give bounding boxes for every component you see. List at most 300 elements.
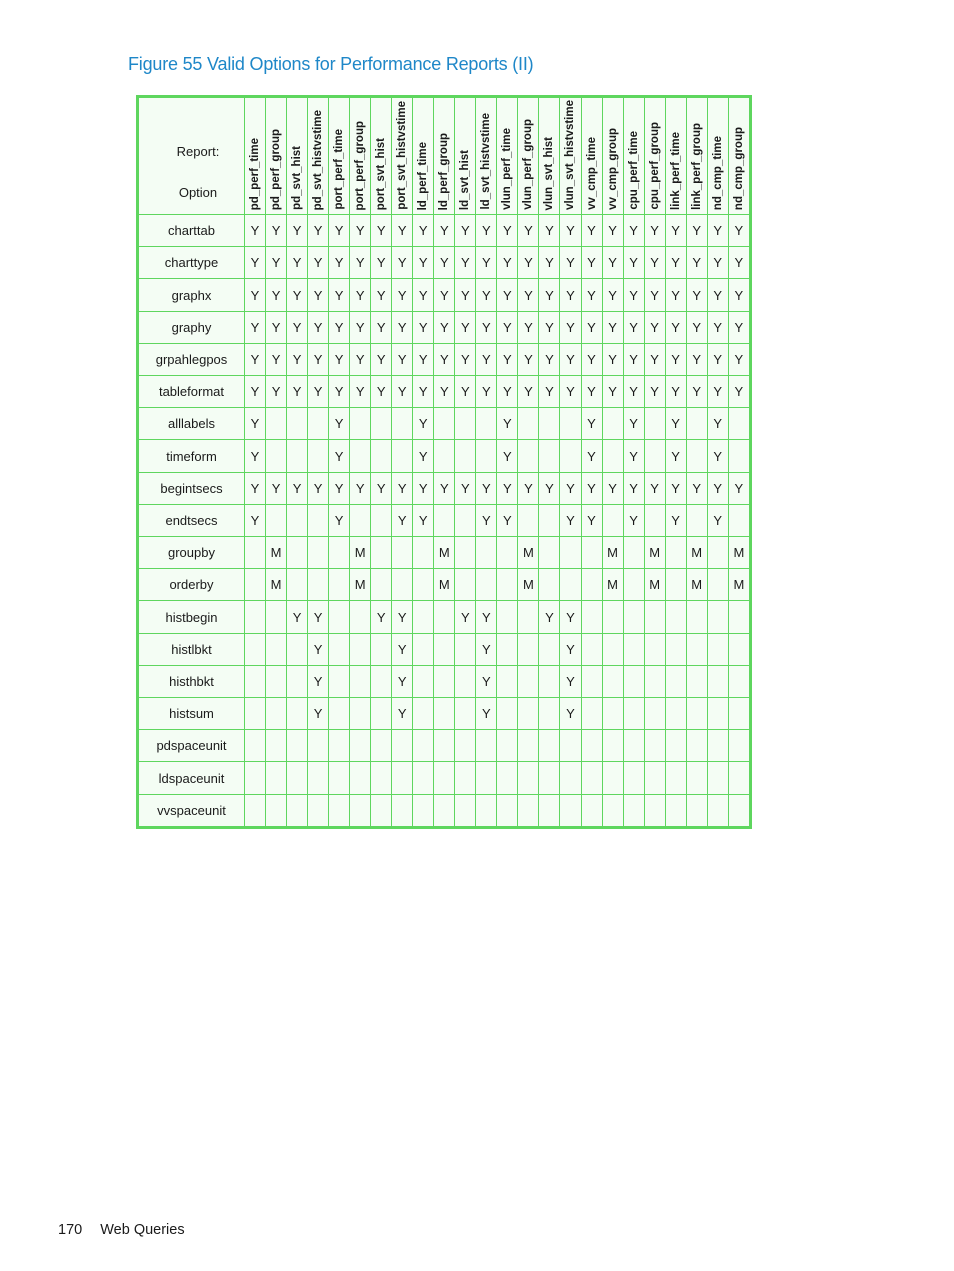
value-cell: Y [707,440,728,472]
value-cell [623,601,644,633]
value-cell: Y [392,279,413,311]
value-cell [560,408,581,440]
column-header [707,98,728,215]
value-cell [371,569,392,601]
value-cell [308,794,329,826]
value-cell [434,794,455,826]
column-header [728,98,749,215]
value-cell: Y [413,408,434,440]
value-cell: Y [602,472,623,504]
value-cell: M [350,569,371,601]
value-cell: Y [266,247,287,279]
value-cell: Y [560,279,581,311]
value-cell: Y [287,343,308,375]
value-cell [350,408,371,440]
value-cell [707,698,728,730]
value-cell [539,698,560,730]
column-header-label: link_perf_time [669,132,682,210]
column-header [665,98,686,215]
value-cell [476,762,497,794]
value-cell: Y [539,343,560,375]
value-cell [287,665,308,697]
value-cell: Y [434,279,455,311]
value-cell: Y [329,504,350,536]
value-cell [476,569,497,601]
column-header-label: link_perf_group [690,123,703,210]
value-cell [476,408,497,440]
table-body [139,215,750,827]
value-cell: Y [707,376,728,408]
value-cell: Y [560,504,581,536]
value-cell: M [644,537,665,569]
value-cell: Y [329,376,350,408]
value-cell [602,440,623,472]
value-cell: Y [623,408,644,440]
value-cell [518,633,539,665]
value-cell: Y [371,247,392,279]
value-cell: Y [581,311,602,343]
value-cell [266,440,287,472]
value-cell [497,633,518,665]
value-cell: Y [518,376,539,408]
value-cell: M [686,537,707,569]
value-cell [371,762,392,794]
value-cell: Y [623,504,644,536]
value-cell: Y [581,440,602,472]
value-cell: Y [392,472,413,504]
value-cell [518,730,539,762]
value-cell: Y [413,343,434,375]
table-row [139,408,750,440]
value-cell [728,730,749,762]
value-cell [518,698,539,730]
value-cell [497,665,518,697]
column-header [245,98,266,215]
value-cell [455,633,476,665]
value-cell: Y [392,376,413,408]
value-cell: Y [686,247,707,279]
option-name: graphy [139,311,245,343]
value-cell: Y [623,472,644,504]
value-cell: Y [497,343,518,375]
value-cell [350,794,371,826]
value-cell: Y [434,343,455,375]
value-cell [308,504,329,536]
option-name: orderby [139,569,245,601]
value-cell [686,633,707,665]
value-cell: M [350,537,371,569]
value-cell: Y [266,215,287,247]
value-cell [413,569,434,601]
value-cell [686,730,707,762]
value-cell: M [518,537,539,569]
value-cell [665,698,686,730]
value-cell [308,730,329,762]
value-cell [455,794,476,826]
value-cell [581,730,602,762]
column-header [686,98,707,215]
value-cell: Y [497,408,518,440]
value-cell: Y [350,215,371,247]
value-cell: Y [644,247,665,279]
value-cell: Y [686,343,707,375]
value-cell: Y [455,279,476,311]
option-name: charttype [139,247,245,279]
column-header [539,98,560,215]
value-cell: Y [602,311,623,343]
value-cell: Y [308,698,329,730]
value-cell: Y [308,279,329,311]
value-cell: Y [476,633,497,665]
value-cell [602,633,623,665]
value-cell: Y [665,472,686,504]
value-cell [665,601,686,633]
value-cell [707,794,728,826]
value-cell [392,440,413,472]
value-cell: Y [413,215,434,247]
value-cell [392,762,413,794]
value-cell [350,698,371,730]
value-cell [497,730,518,762]
value-cell: Y [665,440,686,472]
value-cell: Y [308,601,329,633]
value-cell: Y [728,376,749,408]
value-cell [392,537,413,569]
value-cell [329,633,350,665]
table-row [139,730,750,762]
column-header-label: vlun_perf_group [522,119,535,210]
value-cell: Y [308,376,329,408]
value-cell: Y [707,408,728,440]
value-cell [518,794,539,826]
value-cell: Y [476,215,497,247]
value-cell [644,440,665,472]
value-cell [455,569,476,601]
table-row [139,698,750,730]
value-cell [434,762,455,794]
value-cell [518,601,539,633]
value-cell: Y [707,472,728,504]
value-cell [308,408,329,440]
value-cell [245,794,266,826]
value-cell [371,633,392,665]
value-cell [245,601,266,633]
value-cell [266,730,287,762]
footer-section: Web Queries [100,1222,185,1238]
value-cell [434,601,455,633]
value-cell: Y [518,247,539,279]
column-header [644,98,665,215]
value-cell [539,762,560,794]
value-cell: Y [581,215,602,247]
value-cell [686,504,707,536]
value-cell: Y [497,311,518,343]
value-cell [707,762,728,794]
value-cell: Y [329,279,350,311]
value-cell: Y [371,311,392,343]
column-header [392,98,413,215]
value-cell: Y [686,215,707,247]
value-cell: Y [266,472,287,504]
value-cell [665,730,686,762]
value-cell [371,440,392,472]
value-cell [707,569,728,601]
column-header-label: pd_svt_histvstime [312,109,325,210]
value-cell [602,601,623,633]
value-cell: Y [329,311,350,343]
column-header-label: nd_cmp_group [732,126,745,210]
value-cell [329,665,350,697]
value-cell [518,665,539,697]
column-header [287,98,308,215]
value-cell: M [686,569,707,601]
value-cell: Y [560,343,581,375]
value-cell: Y [413,504,434,536]
value-cell [287,762,308,794]
value-cell: Y [497,215,518,247]
value-cell: Y [623,343,644,375]
value-cell [455,537,476,569]
option-name: alllabels [139,408,245,440]
value-cell: Y [602,343,623,375]
value-cell [539,665,560,697]
value-cell [602,504,623,536]
value-cell: M [266,569,287,601]
value-cell [371,794,392,826]
value-cell [413,698,434,730]
value-cell [245,698,266,730]
value-cell [287,537,308,569]
value-cell: Y [665,504,686,536]
column-header-label: vlun_svt_hist [543,136,556,210]
value-cell: M [728,537,749,569]
value-cell: Y [539,247,560,279]
value-cell [476,730,497,762]
option-name: timeform [139,440,245,472]
value-cell: Y [476,472,497,504]
value-cell: Y [728,215,749,247]
value-cell [623,537,644,569]
value-cell: Y [371,279,392,311]
value-cell [518,440,539,472]
corner-cell [139,98,245,215]
value-cell: Y [245,440,266,472]
value-cell [602,794,623,826]
value-cell [707,633,728,665]
value-cell [266,633,287,665]
column-header [497,98,518,215]
value-cell: Y [308,633,329,665]
value-cell: Y [371,601,392,633]
value-cell: Y [518,311,539,343]
value-cell [245,633,266,665]
value-cell: Y [539,601,560,633]
value-cell [728,665,749,697]
value-cell: M [644,569,665,601]
value-cell: Y [455,215,476,247]
value-cell [644,730,665,762]
table-row [139,601,750,633]
option-name: ldspaceunit [139,762,245,794]
value-cell: Y [455,601,476,633]
value-cell [728,440,749,472]
value-cell: Y [308,472,329,504]
value-cell: Y [497,472,518,504]
value-cell [329,730,350,762]
value-cell [539,504,560,536]
value-cell: Y [728,247,749,279]
value-cell [287,633,308,665]
value-cell: Y [665,247,686,279]
value-cell [665,633,686,665]
column-header [308,98,329,215]
value-cell [413,730,434,762]
value-cell: Y [350,311,371,343]
value-cell: Y [602,247,623,279]
value-cell [245,537,266,569]
value-cell: Y [245,279,266,311]
value-cell [602,698,623,730]
column-header-label: port_svt_histvstime [396,101,409,210]
option-name: graphx [139,279,245,311]
value-cell: Y [497,504,518,536]
table-row [139,279,750,311]
column-header-label: vv_cmp_time [585,137,598,210]
value-cell [371,537,392,569]
value-cell: Y [434,472,455,504]
column-header-label: port_svt_hist [375,137,388,210]
table-row [139,343,750,375]
value-cell: M [266,537,287,569]
value-cell [707,601,728,633]
column-header [371,98,392,215]
value-cell: Y [392,247,413,279]
value-cell [245,569,266,601]
value-cell [329,698,350,730]
value-cell: Y [560,376,581,408]
value-cell [308,537,329,569]
value-cell [539,633,560,665]
value-cell: Y [245,408,266,440]
value-cell: Y [434,376,455,408]
table-row [139,472,750,504]
table-row [139,537,750,569]
value-cell [455,408,476,440]
value-cell [623,665,644,697]
value-cell: Y [728,311,749,343]
column-header [476,98,497,215]
value-cell [329,601,350,633]
value-cell [350,665,371,697]
value-cell: Y [644,279,665,311]
value-cell: M [602,537,623,569]
value-cell [329,569,350,601]
value-cell [623,762,644,794]
value-cell: Y [434,311,455,343]
value-cell: Y [287,215,308,247]
value-cell: Y [392,311,413,343]
value-cell: Y [497,440,518,472]
value-cell [350,504,371,536]
value-cell [287,408,308,440]
value-cell [707,537,728,569]
value-cell [413,601,434,633]
column-header [266,98,287,215]
value-cell [728,408,749,440]
value-cell: Y [476,343,497,375]
value-cell: Y [476,376,497,408]
value-cell: Y [329,343,350,375]
value-cell: Y [371,472,392,504]
value-cell: Y [413,472,434,504]
value-cell: Y [518,279,539,311]
value-cell: Y [392,633,413,665]
value-cell: Y [623,247,644,279]
value-cell [287,730,308,762]
value-cell: Y [245,311,266,343]
table-row [139,504,750,536]
value-cell [644,601,665,633]
value-cell: Y [266,279,287,311]
value-cell [623,569,644,601]
value-cell [497,794,518,826]
value-cell [434,665,455,697]
option-name: vvspaceunit [139,794,245,826]
value-cell: Y [497,279,518,311]
value-cell [560,537,581,569]
value-cell: Y [518,472,539,504]
value-cell [686,408,707,440]
value-cell [539,440,560,472]
value-cell [371,730,392,762]
value-cell [287,569,308,601]
value-cell [539,794,560,826]
value-cell [686,601,707,633]
value-cell: Y [476,665,497,697]
value-cell: Y [392,343,413,375]
value-cell [371,408,392,440]
value-cell: Y [707,504,728,536]
value-cell: Y [287,376,308,408]
column-header [602,98,623,215]
value-cell: Y [476,698,497,730]
column-header [581,98,602,215]
value-cell [644,794,665,826]
column-header-label: vv_cmp_group [606,128,619,210]
value-cell: Y [455,311,476,343]
value-cell [644,408,665,440]
value-cell [560,569,581,601]
value-cell [434,408,455,440]
value-cell: Y [371,343,392,375]
value-cell: Y [287,601,308,633]
table-row [139,311,750,343]
value-cell: Y [686,472,707,504]
column-header [350,98,371,215]
value-cell: M [518,569,539,601]
value-cell: Y [560,472,581,504]
value-cell [539,730,560,762]
value-cell: Y [686,311,707,343]
value-cell [329,537,350,569]
value-cell [308,762,329,794]
value-cell [266,408,287,440]
value-cell [581,794,602,826]
value-cell [497,537,518,569]
column-header [518,98,539,215]
value-cell: Y [308,343,329,375]
value-cell: Y [308,665,329,697]
